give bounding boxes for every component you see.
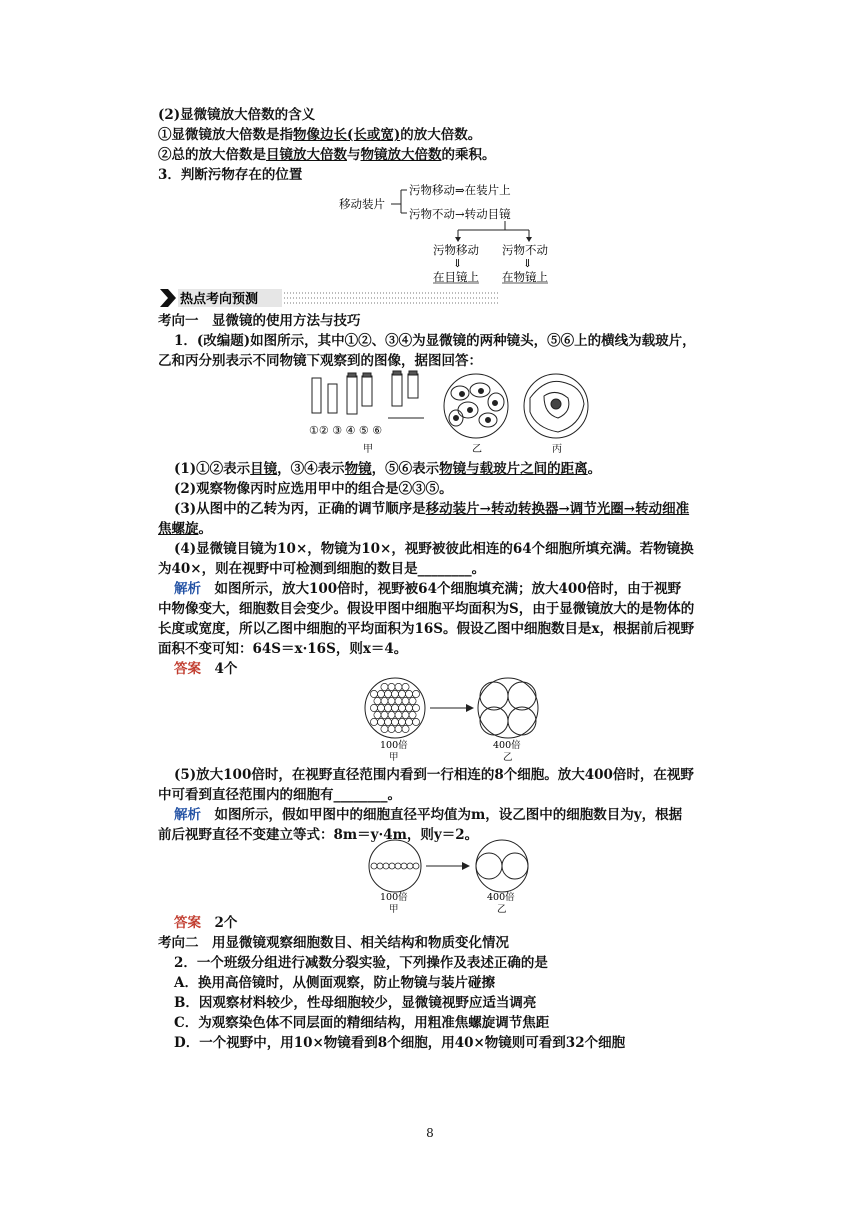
small-cell (384, 690, 391, 697)
row-cell (407, 863, 413, 869)
small-cell (412, 704, 419, 711)
view-yi (444, 374, 508, 438)
small-cell (384, 718, 391, 725)
eyepiece-lens-2 (328, 384, 337, 413)
label-yi: 乙 (472, 444, 482, 455)
question-1-4-line-2: 为40×，则在视野中可检测到细胞的数目是________。 (158, 561, 486, 577)
flow-right-1: 污物不动 (502, 243, 548, 257)
small-cell (402, 711, 409, 718)
small-cell (381, 683, 388, 690)
fig3-right-label-1: 400倍 (487, 892, 515, 903)
small-cell (402, 725, 409, 732)
small-cell (370, 690, 377, 697)
fig3-right-label-2: 乙 (497, 904, 507, 915)
flow-left-arrow: ⇓ (453, 257, 463, 270)
small-cell (388, 711, 395, 718)
page-number: 8 (426, 1126, 434, 1140)
small-cell (377, 704, 384, 711)
large-cell (476, 853, 502, 879)
answer-1-2: (2)观察物像丙时应选用甲中的组合是②③⑤。 (174, 481, 453, 497)
objective-lens-4 (362, 373, 372, 406)
row-cell (377, 863, 383, 869)
row-cell (395, 863, 401, 869)
fig2-right-label-2: 乙 (503, 752, 513, 762)
explanation-2-line-1: 解析 如图所示，假如甲图中的细胞直径平均值为m，设乙图中的细胞数目为y，根据 (174, 807, 683, 823)
chevron-right-icon (160, 289, 176, 307)
small-cell (377, 718, 384, 725)
row-cell (413, 863, 419, 869)
answer-key-1: 答案 4个 (174, 661, 238, 677)
row-cell (371, 863, 377, 869)
row-cell (389, 863, 395, 869)
small-cell (388, 725, 395, 732)
small-cells-group (370, 683, 419, 732)
small-cell (395, 711, 402, 718)
objective-lens-3 (347, 373, 357, 414)
label-bing: 丙 (552, 444, 562, 455)
small-cell (388, 683, 395, 690)
small-cell (391, 690, 398, 697)
explanation-1-line-2: 中物像变大，细胞数目会变少。假设甲图中细胞平均面积为S，由于显微镜放大的是物体的 (158, 601, 695, 617)
option-c: C．为观察染色体不同层面的精细结构，用粗准焦螺旋调节焦距 (174, 1015, 550, 1031)
magnification-point-1: ①显微镜放大倍数是指物像边长(长或宽)的放大倍数。 (158, 127, 482, 143)
small-cell (377, 690, 384, 697)
small-cell (384, 704, 391, 711)
eyepiece-lens-1 (312, 378, 321, 413)
small-cell (398, 704, 405, 711)
fig2-left-label-1: 100倍 (380, 740, 408, 751)
flow-left-1: 污物移动 (433, 243, 479, 257)
flow-mid-branch: 污物不动→转动目镜 (409, 207, 511, 221)
large-cell (502, 853, 528, 879)
small-cell (412, 690, 419, 697)
option-a: A．换用高倍镜时，从侧面观察，防止物镜与装片碰擦 (174, 975, 495, 991)
small-cell (405, 690, 412, 697)
small-cell (395, 697, 402, 704)
small-cell (370, 704, 377, 711)
explanation-1-line-1: 解析 如图所示，放大100倍时，视野被64个细胞填充满；放大400倍时，由于视野 (174, 581, 682, 597)
section-heading-dirt-position: 3．判断污物存在的位置 (158, 167, 303, 183)
small-cell (391, 704, 398, 711)
cell-area-figure (360, 674, 540, 762)
small-cell (405, 718, 412, 725)
small-cell (381, 711, 388, 718)
small-cell (405, 704, 412, 711)
view-bing (524, 374, 588, 438)
small-cell (398, 690, 405, 697)
small-cell (381, 725, 388, 732)
option-d: D．一个视野中，用10×物镜看到8个细胞，用40×物镜则可看到32个细胞 (174, 1035, 626, 1051)
objective-lens-5 (392, 371, 402, 406)
fig2-right-label-1: 400倍 (493, 740, 521, 751)
question-1-stem-line-2: 乙和丙分别表示不同物镜下观察到的图像，据图回答： (158, 353, 482, 369)
flow-right-arrow: ⇓ (523, 257, 533, 270)
small-cell (388, 697, 395, 704)
dirt-location-flowchart (335, 181, 565, 285)
small-cell (370, 718, 377, 725)
flow-left-2: 在目镜上 (433, 270, 479, 284)
fig3-left-label-1: 100倍 (380, 892, 408, 903)
question-2-stem: 2．一个班级分组进行减数分裂实验，下列操作及表述正确的是 (174, 955, 548, 971)
topic-2-heading: 考向二 用显微镜观察细胞数目、相关结构和物质变化情况 (158, 935, 509, 951)
fig2-left-label-2: 甲 (389, 752, 399, 762)
large-cell (480, 707, 508, 735)
fig3-left-label-2: 甲 (389, 904, 399, 915)
question-1-5-line-2: 中可看到直径范围内的细胞有________。 (158, 787, 401, 803)
small-cell (395, 683, 402, 690)
hot-topic-banner (158, 287, 500, 309)
question-1-5-line-1: (5)放大100倍时，在视野直径范围内看到一行相连的8个细胞。放大400倍时，在视野 (174, 767, 694, 783)
topic-1-heading: 考向一 显微镜的使用方法与技巧 (158, 313, 361, 329)
row-cell (383, 863, 389, 869)
question-1-4-line-1: (4)显微镜目镜为10×，物镜为10×，视野被彼此相连的64个细胞所填充满。若物镜换 (174, 541, 694, 557)
lens-numbers-label: ①② ③ ④ ⑤ ⑥ (309, 424, 383, 437)
small-cell (402, 683, 409, 690)
answer-1-1: (1)①②表示目镜，③④表示物镜，⑤⑥表示物镜与载玻片之间的距离。 (174, 461, 602, 477)
explanation-1-line-4: 面积不变可知：64S＝x·16S，则x＝4。 (158, 641, 408, 657)
section-heading-magnification: (2)显微镜放大倍数的含义 (158, 107, 316, 123)
magnification-point-2: ②总的放大倍数是目镜放大倍数与物镜放大倍数的乘积。 (158, 147, 496, 163)
answer-1-3-cont: 焦螺旋。 (158, 521, 212, 537)
flow-top-branch: 污物移动⇒在装片上 (409, 183, 511, 197)
flow-root: 移动装片 (339, 197, 385, 211)
explanation-2-line-2: 前后视野直径不变建立等式：8m＝y·4m，则y＝2。 (158, 827, 479, 843)
small-cell (381, 697, 388, 704)
small-cell (395, 725, 402, 732)
large-cell (480, 682, 508, 710)
small-cell (374, 711, 381, 718)
answer-1-3: (3)从图中的乙转为丙，正确的调节顺序是移动装片→转动转换器→调节光圈→转动细准 (174, 501, 690, 517)
label-jia: 甲 (363, 444, 373, 455)
objective-lens-6 (408, 371, 418, 398)
small-cell (374, 697, 381, 704)
row-cell (401, 863, 407, 869)
svg-text:热点考向预测: 热点考向预测 (180, 292, 259, 307)
flow-right-2: 在物镜上 (502, 270, 548, 284)
option-b: B．因观察材料较少，性母细胞较少，显微镜视野应适当调亮 (174, 995, 537, 1011)
small-cell (412, 718, 419, 725)
question-1-stem-line-1: 1．(改编题)如图所示，其中①②、③④为显微镜的两种镜头，⑤⑥上的横线为载玻片， (174, 333, 696, 349)
microscope-lens-figure (300, 368, 590, 458)
explanation-1-line-3: 长度或宽度，所以乙图中细胞的平均面积为16S。假设乙图中细胞数目是x，根据前后视野 (158, 621, 695, 637)
small-cell (409, 711, 416, 718)
row-cells-group (371, 863, 419, 869)
arrow-head (462, 862, 470, 870)
small-cell (398, 718, 405, 725)
small-cell (402, 697, 409, 704)
large-cell (508, 707, 536, 735)
answer-key-2: 答案 2个 (174, 915, 238, 931)
arrow-head (466, 704, 474, 712)
small-cell (391, 718, 398, 725)
large-cell (508, 682, 536, 710)
cell-diameter-figure (360, 838, 540, 918)
small-cell (409, 697, 416, 704)
